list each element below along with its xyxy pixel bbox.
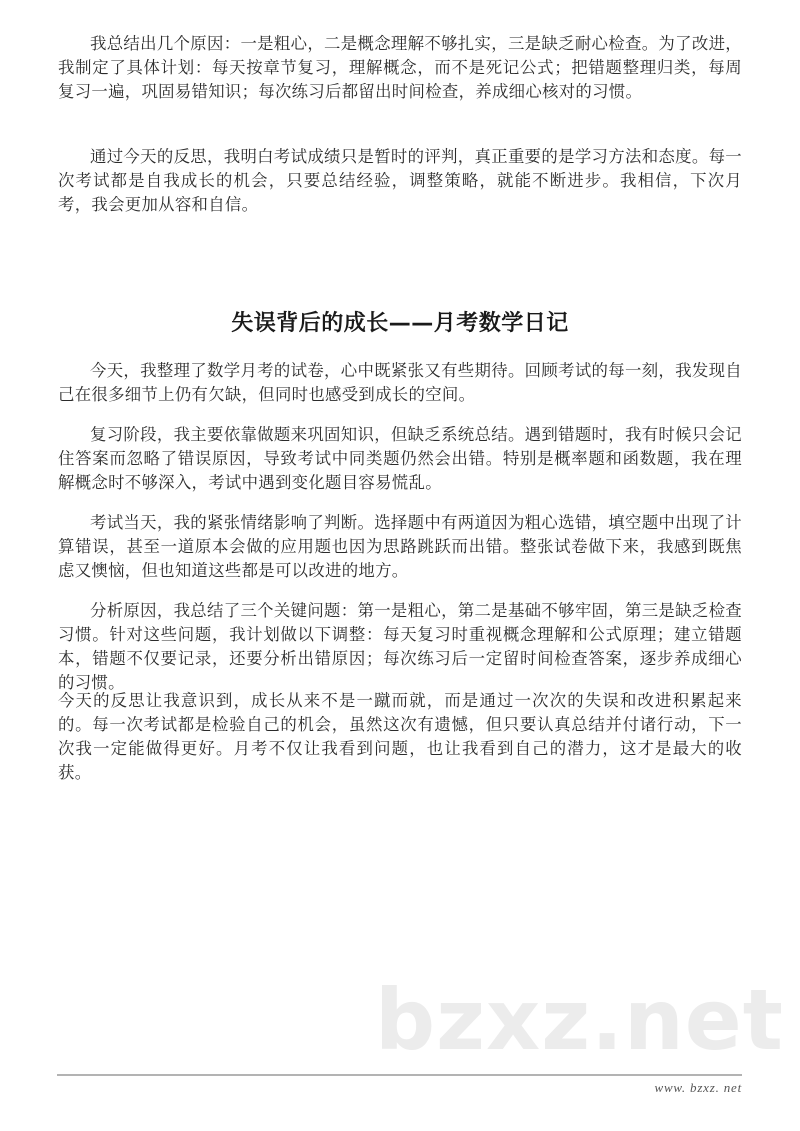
essay-paragraph-4: 分析原因，我总结了三个关键问题：第一是粗心，第二是基础不够牢固，第三是缺乏检查习惯。针对这些问题，我计划做以下调整：每天复习时重视概念理解和公式原理；建立错题本，错题不仅要记录，还要分析出错原因；每次练习后一定留时间检查答案，逐步养成细心的习惯。 bbox=[58, 601, 742, 692]
essay-paragraph-5: 今天的反思让我意识到，成长从来不是一蹴而就，而是通过一次次的失误和改进积累起来的。每一次考试都是检验自己的机会，虽然这次有遗憾，但只要认真总结并付诸行动，下一次我一定能做得更好。月考不仅让我看到问题，也让我看到自己的潜力，这才是最大的收获。 bbox=[58, 691, 742, 782]
site-watermark: bzxz.net bbox=[375, 971, 784, 1069]
footer-divider bbox=[57, 1074, 742, 1076]
essay-paragraph-1: 今天，我整理了数学月考的试卷，心中既紧张又有些期待。回顾考试的每一刻，我发现自己在很多细节上仍有欠缺，但同时也感受到成长的空间。 bbox=[58, 361, 742, 404]
essay-paragraph-3: 考试当天，我的紧张情绪影响了判断。选择题中有两道因为粗心选错，填空题中出现了计算错误，甚至一道原本会做的应用题也因为思路跳跃而出错。整张试卷做下来，我感到既焦虑又懊恼，但也知道这些都是可以改进的地方。 bbox=[58, 513, 742, 580]
essay-paragraph-2: 复习阶段，我主要依靠做题来巩固知识，但缺乏系统总结。遇到错题时，我有时候只会记住答案而忽略了错误原因，导致考试中同类题仍然会出错。特别是概率题和函数题，我在理解概念时不够深入，考试中遇到变化题目容易慌乱。 bbox=[58, 425, 742, 492]
essay-title: 失误背后的成长——月考数学日记 bbox=[231, 311, 569, 336]
prev-essay-paragraph-1: 我总结出几个原因：一是粗心，二是概念理解不够扎实，三是缺乏耐心检查。为了改进，我制定了具体计划：每天按章节复习，理解概念，而不是死记公式；把错题整理归类，每周复习一遍，巩固易错知识；每次练习后都留出时间检查，养成细心核对的习惯。 bbox=[58, 34, 742, 101]
footer-site-url: www. bzxz. net bbox=[654, 1080, 742, 1095]
prev-essay-paragraph-2: 通过今天的反思，我明白考试成绩只是暂时的评判，真正重要的是学习方法和态度。每一次考试都是自我成长的机会，只要总结经验，调整策略，就能不断进步。我相信，下次月考，我会更加从容和自信。 bbox=[58, 147, 742, 214]
